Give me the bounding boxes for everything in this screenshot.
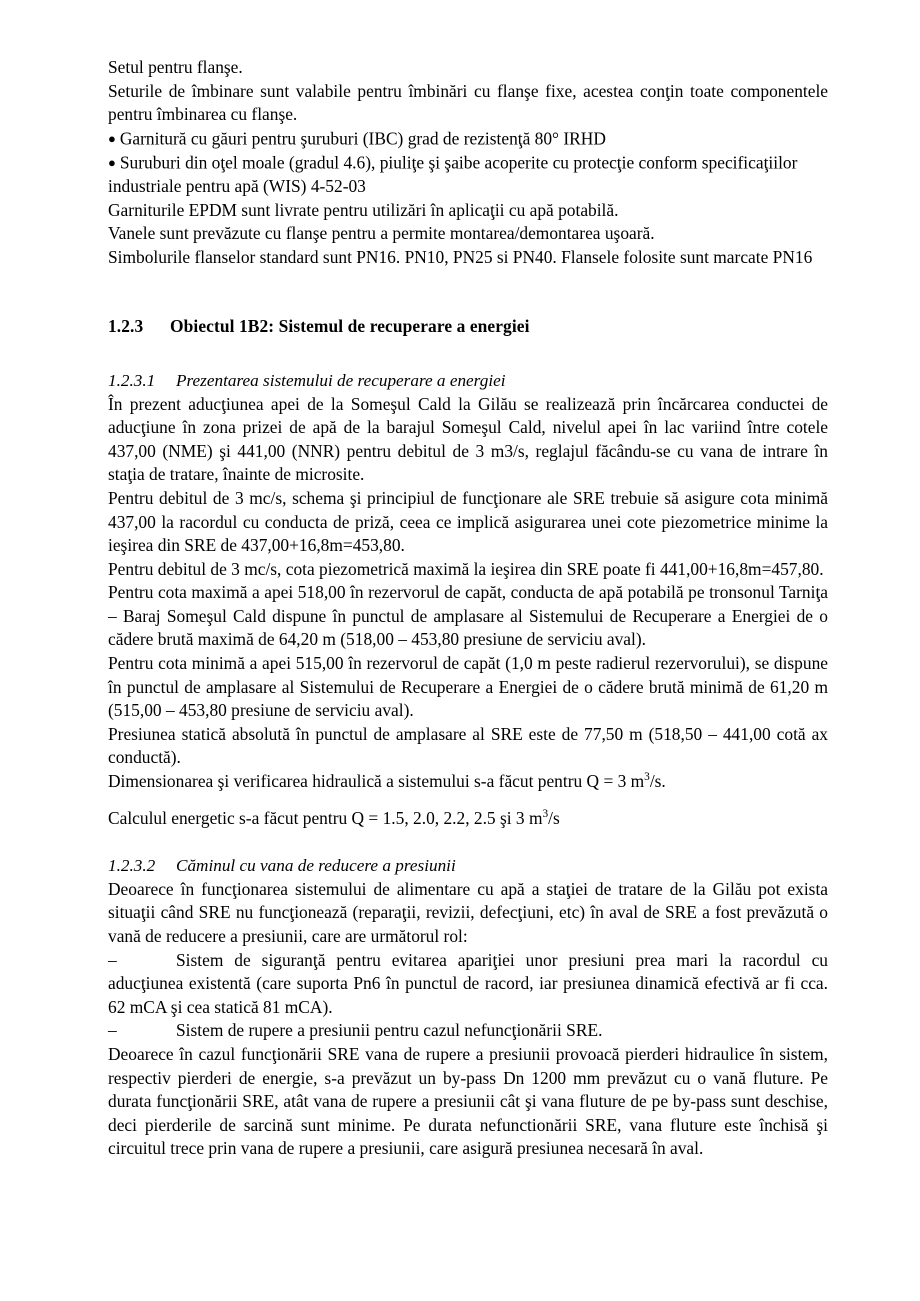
dash-marker-icon: – bbox=[108, 1020, 117, 1041]
bullet-dot-icon: ● bbox=[108, 130, 116, 146]
paragraph-garnituri-epdm: Garniturile EPDM sunt livrate pentru utilizări în aplicaţii cu apă potabilă. bbox=[108, 199, 619, 220]
paragraph-calcul-energetic bbox=[108, 807, 828, 831]
paragraph-presiune-statica: Presiunea statică absolută în punctul de amplasare al SRE este de 77,50 m (518,50 – 441,00 cotă ax conductă). bbox=[108, 723, 828, 768]
paragraph-camin-closing: Deoarece în cazul funcţionării SRE vana de rupere a presiunii provoacă pierderi hidraulice în sistem, respectiv pierderi de energie, s-a prevăzut un by-pass Dn 1200 mm prevăzut cu o vană fluture. Pe durata funcţionării SRE, atât vana de rupere a presiunii cât şi vana fluture de pe by-pass sunt deschise, deci pierderile de sarcină sunt minime. Pe durata nefunctionării SRE, vana fluture este închisă şi circuitul trece prin vana de rupere a presiunii, care asigură presiunea necesară în aval. bbox=[108, 1043, 828, 1159]
heading-section-1-2-3 bbox=[108, 315, 828, 339]
dash-item-sistem-rupere-text: Sistem de rupere a presiunii pentru cazul nefuncţionării SRE. bbox=[176, 1020, 603, 1041]
heading-section-1-2-3-title: Obiectul 1B2: Sistemul de recuperare a energiei bbox=[170, 316, 530, 337]
bullet-item-garnitura bbox=[108, 127, 828, 151]
dimensioning-prefix-text: Dimensionarea şi verificarea hidraulică a sistemului s-a făcut pentru Q = 3 m bbox=[108, 771, 645, 792]
heading-section-1-2-3-2 bbox=[108, 854, 828, 878]
spacer bbox=[108, 830, 828, 854]
heading-section-1-2-3-2-number: 1.2.3.2 bbox=[108, 856, 156, 876]
bullet-item-suruburi-text: Suruburi din oţel moale (gradul 4.6), piuliţe şi şaibe acoperite cu protecţie conform specificaţiilor industriale pentru apă (WIS) 4-52-03 bbox=[108, 152, 798, 196]
bullet-item-suruburi bbox=[108, 151, 828, 199]
paragraph-simboluri-flanse: Simbolurile flanselor standard sunt PN16. PN10, PN25 si PN40. Flansele folosite sunt marcate PN16 bbox=[108, 246, 813, 267]
heading-section-1-2-3-2-title: Căminul cu vana de reducere a presiunii bbox=[176, 856, 456, 876]
dimensioning-suffix-text: /s. bbox=[649, 771, 666, 792]
heading-section-1-2-3-number: 1.2.3 bbox=[108, 316, 144, 337]
paragraph-aductiune-prezent: În prezent aducţiunea apei de la Someşul Cald la Gilău se realizează prin încărcarea conductei de aducţiune în zona prizei de apă de la barajul Someşul Cald, nivelul apei în lac variind între cotele 437,00 (NME) şi 441,00 (NNR) pentru debitul de 3 m3/s, reglajul făcându-se cu vana de intrare în staţia de tratare, înainte de microsite. bbox=[108, 393, 828, 485]
dimensioning-exponent: 3 bbox=[644, 771, 650, 784]
dash-marker-icon: – bbox=[108, 949, 117, 970]
dash-item-sistem-siguranta-text: Sistem de siguranţă pentru evitarea apariţiei unor presiuni prea mari la racordul cu aducţiunea existentă (care suporta Pn6 în punctul de racord, iar presiunea dinamică efectivă ar fi cca. 62 mCA şi cea statică 81 mCA). bbox=[108, 949, 828, 1017]
heading-section-1-2-3-1-number: 1.2.3.1 bbox=[108, 370, 156, 390]
heading-section-1-2-3-1 bbox=[108, 369, 828, 393]
paragraph-cota-minima-515: Pentru cota minimă a apei 515,00 în rezervorul de capăt (1,0 m peste radierul rezervorului), se dispune în punctul de amplasare al Sistemului de Recuperare a Energiei de o cădere brută minimă de 61,20 m (515,00 – 453,80 presiune de serviciu aval). bbox=[108, 653, 828, 721]
paragraph-camin-intro: Deoarece în funcţionarea sistemului de alimentare cu apă a staţiei de tratare de la Gilău pot exista situaţii când SRE nu funcţionează (reparaţii, revizii, defecţiuni, etc) în aval de SRE a fost prevăzută o vană de reducere a presiunii, care are următorul rol: bbox=[108, 878, 828, 946]
heading-section-1-2-3-1-title: Prezentarea sistemului de recuperare a energiei bbox=[176, 370, 506, 390]
dash-item-sistem-rupere bbox=[108, 1019, 828, 1043]
spacer bbox=[108, 339, 828, 369]
paragraph-debit-3mcs-cota-maxima: Pentru debitul de 3 mc/s, cota piezometrică maximă la ieşirea din SRE poate fi 441,00+16,8m=457,80. bbox=[108, 558, 824, 579]
spacer bbox=[108, 269, 828, 315]
energy-calc-suffix-text: /s bbox=[548, 807, 560, 828]
energy-calc-prefix-text: Calculul energetic s-a făcut pentru Q = 1.5, 2.0, 2.2, 2.5 şi 3 m bbox=[108, 807, 543, 828]
bullet-dot-icon: ● bbox=[108, 154, 116, 170]
paragraph-debit-3mcs-cota-minima: Pentru debitul de 3 mc/s, schema şi principiul de funcţionare ale SRE trebuie să asigure cota minimă 437,00 la racordul cu conducta de priză, ceea ce implică asigurarea unei cote piezometrice minime la ieşirea din SRE de 437,00+16,8m=453,80. bbox=[108, 487, 828, 556]
paragraph-cota-maxima-518: Pentru cota maximă a apei 518,00 în rezervorul de capăt, conducta de apă potabilă pe tronsonul Tarniţa – Baraj Someşul Cald dispune în punctul de amplasare al Sistemului de Recuperare a Energiei de o cădere brută maximă de 64,20 m (518,00 – 453,80 presiune de serviciu aval). bbox=[108, 582, 828, 650]
paragraph-dimensionare-hidraulica bbox=[108, 770, 828, 794]
paragraph-vanele-prevazute: Vanele sunt prevăzute cu flanşe pentru a permite montarea/demontarea uşoară. bbox=[108, 223, 655, 244]
paragraph-setul-pentru-flanse: Setul pentru flanşe. bbox=[108, 57, 243, 77]
document-body bbox=[108, 56, 828, 1161]
dash-item-sistem-siguranta bbox=[108, 949, 828, 1020]
spacer bbox=[108, 794, 828, 807]
bullet-item-garnitura-text: Garnitură cu găuri pentru şuruburi (IBC) grad de rezistenţă 80° IRHD bbox=[119, 128, 606, 149]
energy-calc-exponent: 3 bbox=[542, 807, 549, 820]
paragraph-seturile-de-imbinare: Seturile de îmbinare sunt valabile pentru îmbinări cu flanşe fixe, acestea conţin toate componentele pentru îmbinarea cu flanşe. bbox=[108, 80, 828, 125]
